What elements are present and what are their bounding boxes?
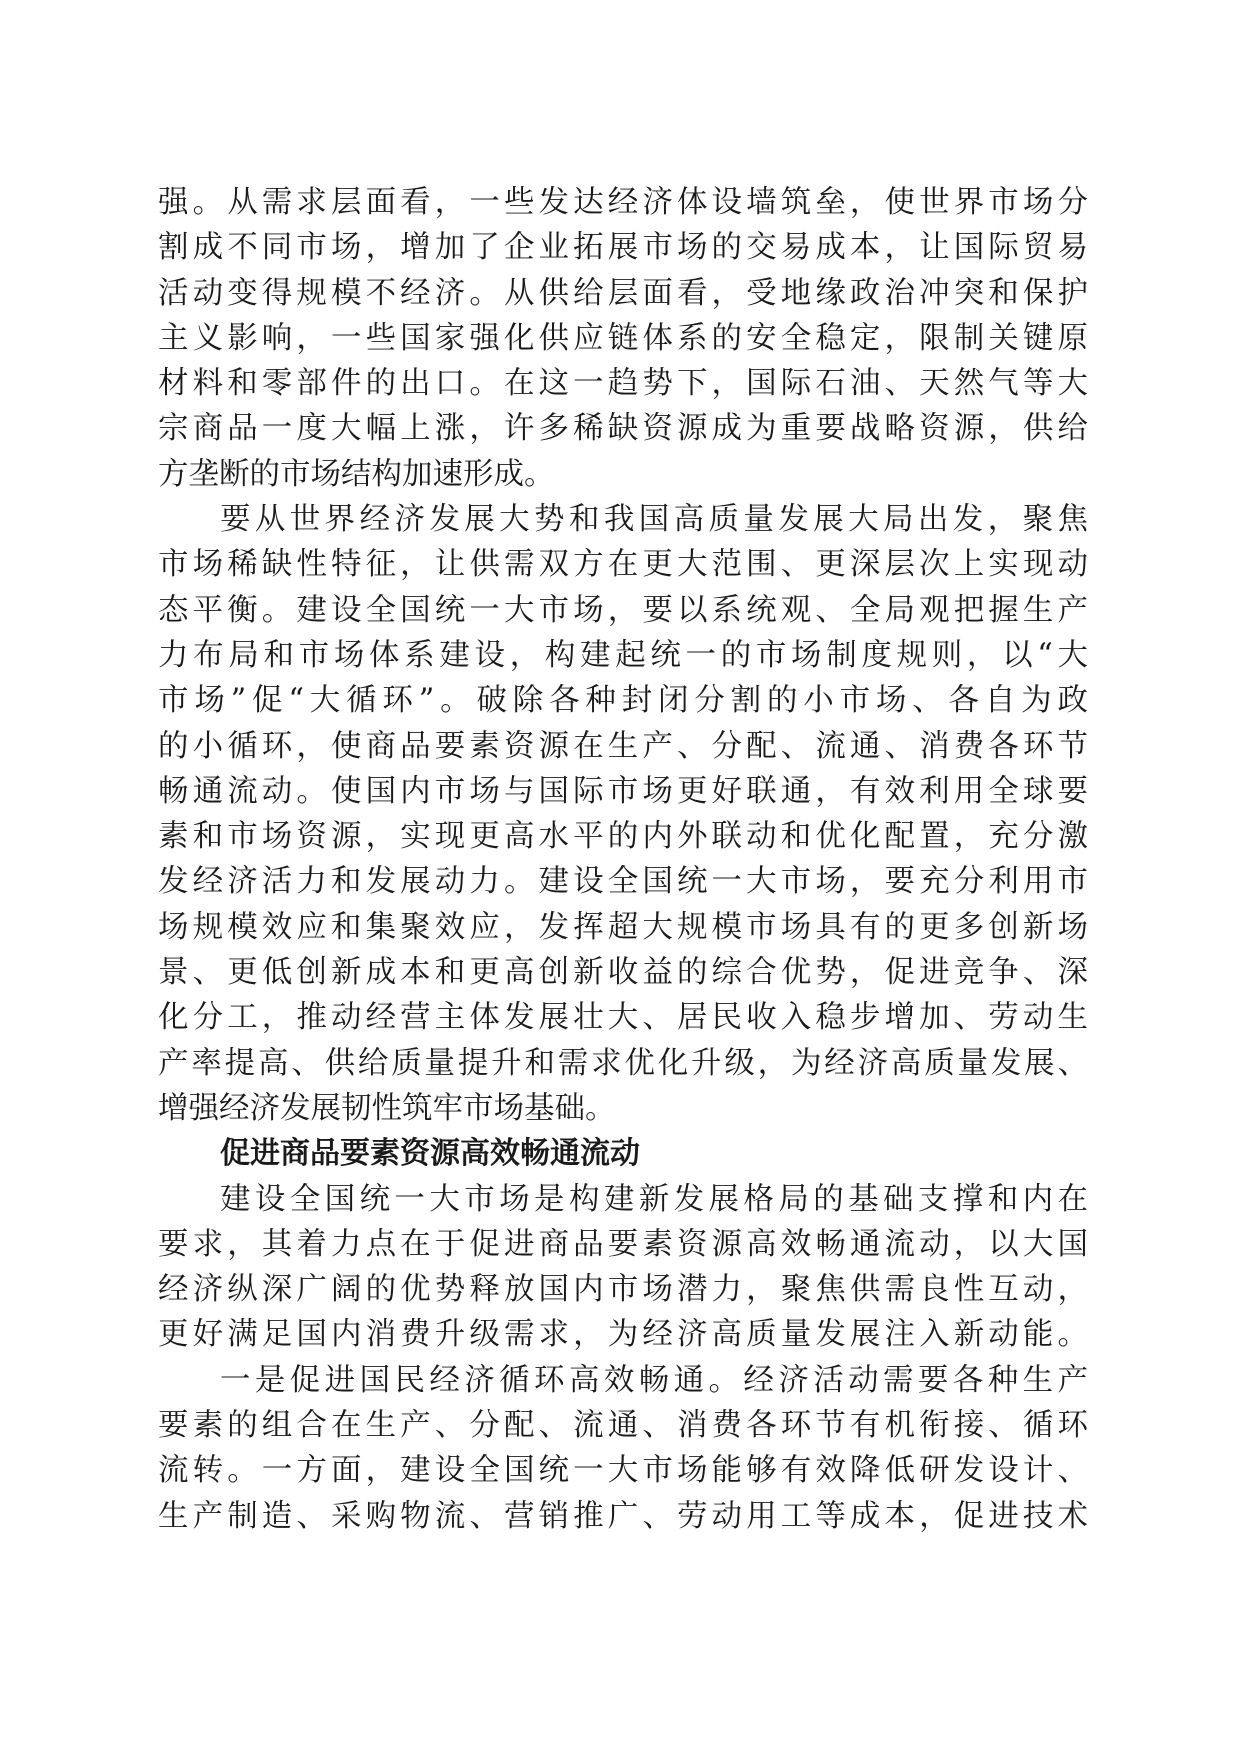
- text-line: 力布局和市场体系建设，构建起统一的市场制度规则，以“大: [158, 637, 1088, 673]
- section-heading: 促进商品要素资源高效畅通流动: [220, 1136, 640, 1172]
- text-line: 景、更低创新成本和更高创新收益的综合优势，促进竞争、深: [158, 955, 1088, 991]
- text-line: 要求，其着力点在于促进商品要素资源高效畅通流动，以大国: [158, 1226, 1088, 1262]
- text-line: 经济纵深广阔的优势释放国内市场潜力，聚焦供需良性互动，: [158, 1272, 1088, 1308]
- text-line: 生产制造、采购物流、营销推广、劳动用工等成本，促进技术: [158, 1498, 1088, 1534]
- text-line: 市场稀缺性特征，让供需双方在更大范围、更深层次上实现动: [158, 547, 1088, 583]
- text-line: 流转。一方面，建设全国统一大市场能够有效降低研发设计、: [158, 1453, 1088, 1489]
- text-line: 态平衡。建设全国统一大市场，要以系统观、全局观把握生产: [158, 592, 1088, 628]
- text-line: 素和市场资源，实现更高水平的内外联动和优化配置，充分激: [158, 819, 1088, 855]
- text-line: 割成不同市场，增加了企业拓展市场的交易成本，让国际贸易: [158, 230, 1088, 266]
- text-line: 建设全国统一大市场是构建新发展格局的基础支撑和内在: [220, 1181, 1088, 1217]
- text-line: 畅通流动。使国内市场与国际市场更好联通，有效利用全球要: [158, 773, 1088, 809]
- text-line: 的小循环，使商品要素资源在生产、分配、流通、消费各环节: [158, 728, 1088, 764]
- text-line: 主义影响，一些国家强化供应链体系的安全稳定，限制关键原: [158, 320, 1088, 356]
- text-line: 要素的组合在生产、分配、流通、消费各环节有机衔接、循环: [158, 1408, 1088, 1444]
- text-line: 更好满足国内消费升级需求，为经济高质量发展注入新动能。: [158, 1317, 1088, 1353]
- text-line: 宗商品一度大幅上涨，许多稀缺资源成为重要战略资源，供给: [158, 411, 1088, 447]
- text-line: 化分工，推动经营主体发展壮大、居民收入稳步增加、劳动生: [158, 1000, 1088, 1036]
- text-line: 增强经济发展韧性筑牢市场基础。: [158, 1090, 616, 1126]
- text-line: 强。从需求层面看，一些发达经济体设墙筑垒，使世界市场分: [158, 185, 1088, 220]
- text-line: 一是促进国民经济循环高效畅通。经济活动需要各种生产: [220, 1362, 1088, 1398]
- text-line: 要从世界经济发展大势和我国高质量发展大局出发，聚焦: [220, 502, 1088, 538]
- text-line: 材料和零部件的出口。在这一趋势下，国际石油、天然气等大: [158, 366, 1088, 402]
- document-body: [158, 180, 1088, 1539]
- text-line: 市场”促“大循环”。破除各种封闭分割的小市场、各自为政: [158, 683, 1088, 719]
- text-line: 方垄断的市场结构加速形成。: [158, 456, 555, 492]
- text-line: 发经济活力和发展动力。建设全国统一大市场，要充分利用市: [158, 864, 1088, 900]
- text-line: 场规模效应和集聚效应，发挥超大规模市场具有的更多创新场: [158, 909, 1088, 945]
- text-line: 活动变得规模不经济。从供给层面看，受地缘政治冲突和保护: [158, 275, 1088, 311]
- text-line: 产率提高、供给质量提升和需求优化升级，为经济高质量发展、: [158, 1045, 1088, 1081]
